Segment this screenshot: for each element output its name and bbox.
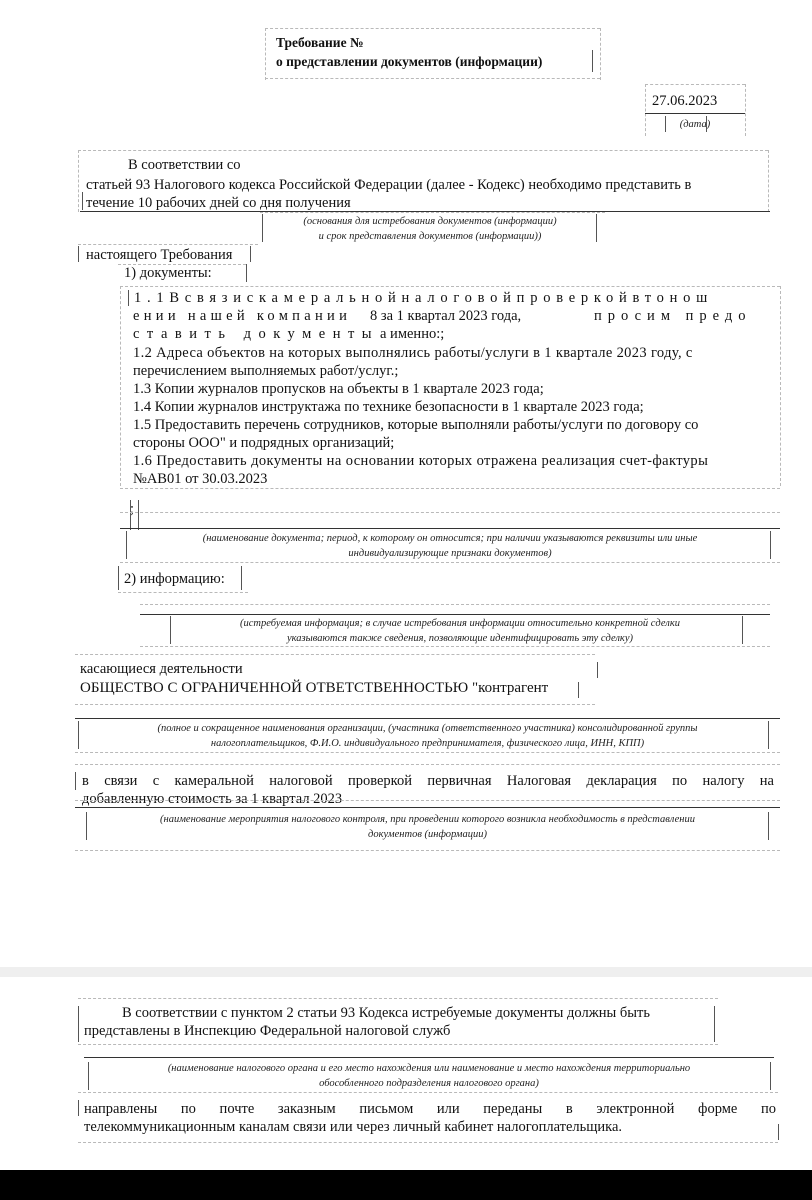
doc-item-1-line-3b: а именно:; bbox=[380, 326, 445, 342]
page-separator bbox=[0, 967, 812, 977]
doc-item-6-line-1: 1.6 Предоставить документы на основании которых отражена реализация счет-фактуры bbox=[133, 453, 709, 469]
doc-item-5-line-2: стороны ООО" и подрядных организаций; bbox=[133, 435, 395, 451]
doc-item-6-line-2: №АВ01 от 30.03.2023 bbox=[133, 471, 268, 487]
doc-item-1-line-2a: ении нашей компании bbox=[133, 308, 352, 324]
document-date: 27.06.2023 bbox=[652, 93, 718, 109]
doc-item-2-line-1: 1.2 Адреса объектов на которых выполнялись работы/услуги в 1 квартале 2023 году, с bbox=[133, 345, 693, 361]
basis-caption-1: (основания для истребования документов (информации) bbox=[303, 216, 557, 227]
doc-item-2-line-2: перечислением выполняемых работ/услуг.; bbox=[133, 363, 399, 379]
delivery-caption-1: (наименование налогового органа и его место нахождения или наименование и место нахождения территориально bbox=[167, 1063, 691, 1074]
title-number: Требование № bbox=[276, 35, 364, 50]
basis-line-1: В соответствии со bbox=[128, 157, 241, 173]
documents-caption-2: индивидуализирующие признаки документов) bbox=[348, 548, 552, 559]
doc-item-5-line-1: 1.5 Предоставить перечень сотрудников, которые выполняли работы/услуги по договору со bbox=[133, 417, 699, 433]
taxpayer-line-1: касающиеся деятельности bbox=[80, 661, 243, 677]
delivery-line-2: представлены в Инспекцию Федеральной налоговой служб bbox=[84, 1023, 451, 1039]
doc-item-1-line-2c: просим предо bbox=[594, 308, 752, 324]
date-caption: (дата) bbox=[679, 119, 711, 130]
delivery-line-4: телекоммуникационным каналам связи или через личный кабинет налогоплательщика. bbox=[84, 1119, 623, 1135]
doc-item-4: 1.4 Копии журналов инструктажа по технике безопасности в 1 квартале 2023 года; bbox=[133, 399, 644, 415]
basis-line-3: течение 10 рабочих дней со дня получения bbox=[86, 195, 351, 211]
documents-semicolon: ; bbox=[130, 501, 135, 517]
basis-caption-2: и срок представления документов (информации)) bbox=[318, 231, 542, 242]
event-caption-1: (наименование мероприятия налогового контроля, при проведении которого возникла необходимость в представлении bbox=[160, 814, 695, 825]
doc-item-1-line-2b: 8 за 1 квартал 2023 года, bbox=[370, 308, 522, 324]
taxpayer-caption-1: (полное и сокращенное наименования организации, (участника (ответственного участника) консолидированной группы bbox=[157, 723, 698, 734]
event-line-1: в связи с камеральной налоговой проверкой первичная Налоговая декларация по налогу на bbox=[82, 773, 774, 789]
documents-caption-1: (наименование документа; период, к которому он относится; при наличии указываются реквизиты или иные bbox=[202, 533, 698, 544]
delivery-caption-2: обособленного подразделения налогового органа) bbox=[319, 1078, 539, 1089]
event-line-2: добавленную стоимость за 1 квартал 2023 bbox=[82, 791, 343, 807]
documents-heading: 1) документы: bbox=[124, 265, 212, 281]
delivery-line-3: направлены по почте заказным письмом или переданы в электронной форме по bbox=[84, 1101, 776, 1117]
basis-line-2: статьей 93 Налогового кодекса Российской Федерации (далее - Кодекс) необходимо представить в bbox=[86, 177, 692, 193]
event-caption-2: документов (информации) bbox=[368, 829, 487, 840]
taxpayer-caption-2: налогоплательщиков, Ф.И.О. индивидуального предпринимателя, физического лица, ИНН, КПП) bbox=[210, 738, 645, 749]
basis-line-4: настоящего Требования bbox=[86, 247, 233, 263]
doc-item-1-line-3a: ставить документы bbox=[133, 326, 380, 342]
doc-item-1-line-1: 1.1Всвязискамеральнойналоговойпроверкойвтонош bbox=[134, 290, 714, 306]
bottom-bar bbox=[0, 1170, 812, 1200]
doc-item-3: 1.3 Копии журналов пропусков на объекты в 1 квартале 2023 года; bbox=[133, 381, 544, 397]
delivery-line-1: В соответствии с пунктом 2 статьи 93 Кодекса истребуемые документы должны быть bbox=[122, 1005, 650, 1021]
taxpayer-name: ОБЩЕСТВО С ОГРАНИЧЕННОЙ ОТВЕТСТВЕННОСТЬЮ "контрагент bbox=[80, 680, 549, 696]
information-caption-1: (истребуемая информация; в случае истребования информации относительно конкретной сделки bbox=[240, 618, 680, 629]
information-caption-2: указываются также сведения, позволяющие идентифицировать эту сделку) bbox=[286, 633, 633, 644]
information-heading: 2) информацию: bbox=[124, 571, 225, 587]
document-title: о представлении документов (информации) bbox=[276, 54, 543, 69]
